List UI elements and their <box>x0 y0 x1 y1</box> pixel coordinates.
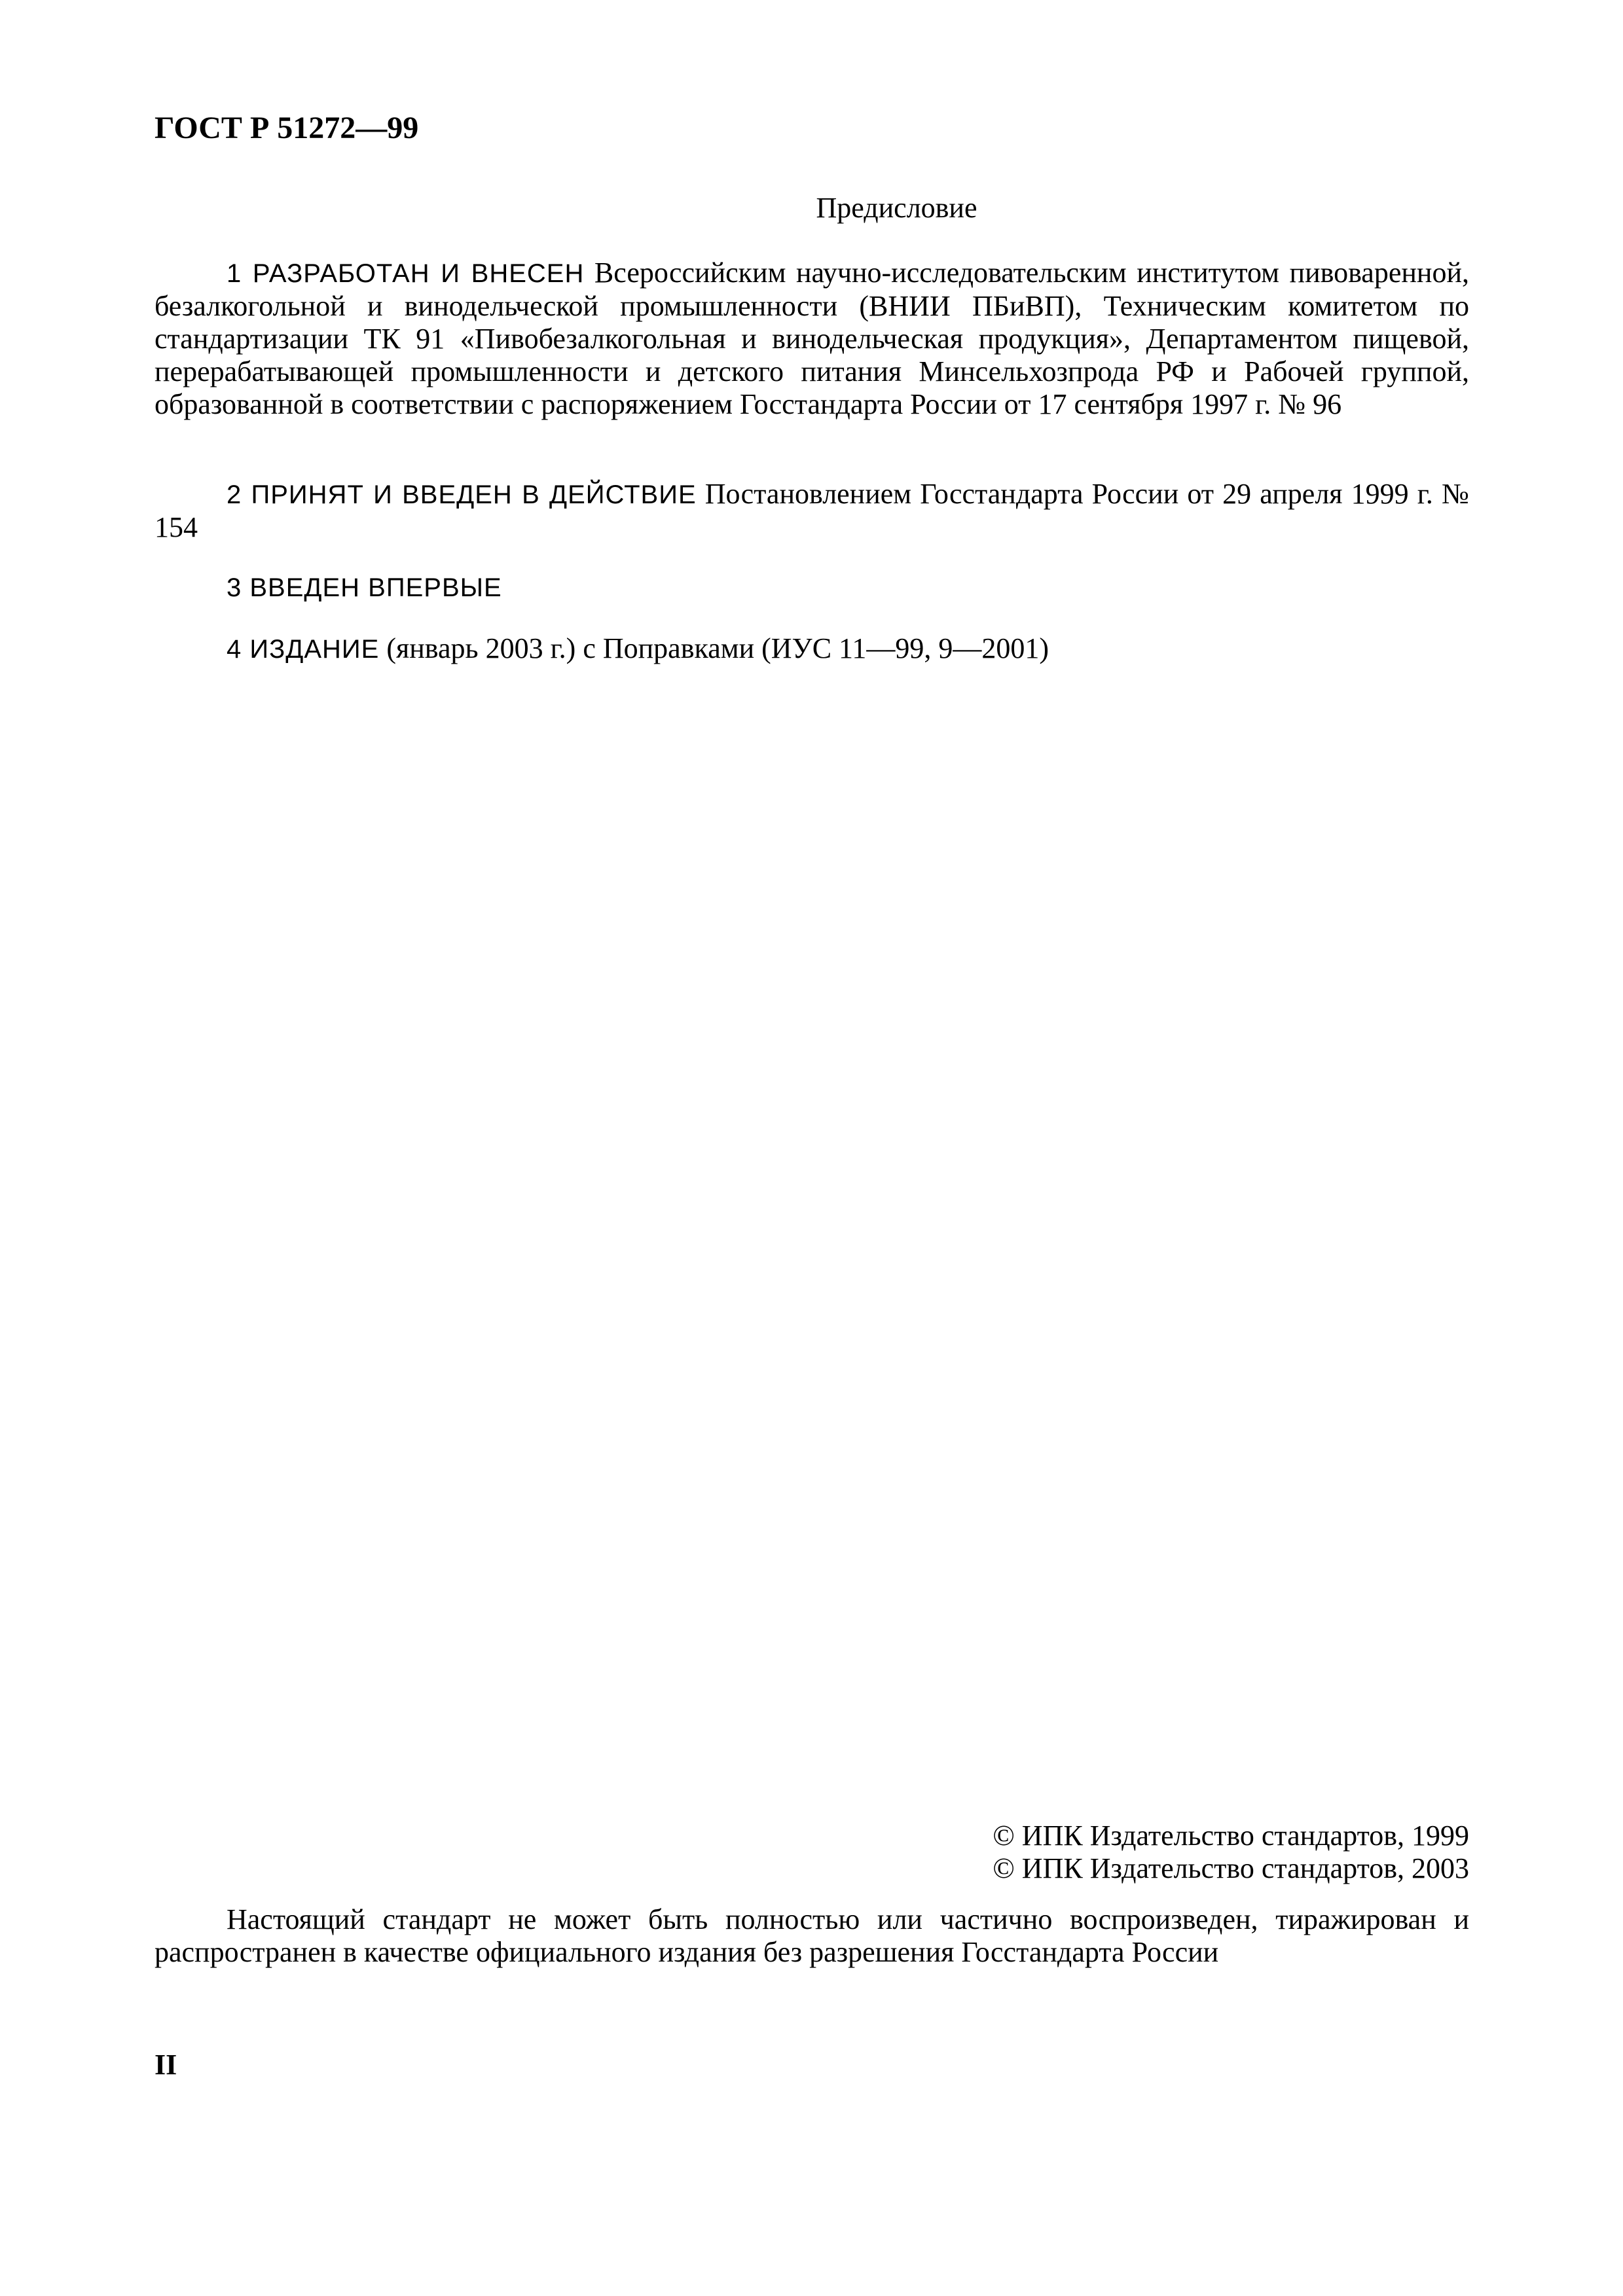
reproduction-notice <box>155 1903 1469 1969</box>
item-3-lead: 3 ВВЕДЕН ВПЕРВЫЕ <box>227 573 502 602</box>
page-number: II <box>155 2049 177 2081</box>
item-1-text: Всероссийским научно-исследовательским институтом пивоваренной, безалкогольной и винодельческой промышленности (ВНИИ ПБиВП), Техническим комитетом по стандартизации ТК 91 «Пивобезалкогольная и винодельческая продукция», Департаментом пищевой, перерабатывающей промышленности и детского питания Минсельхозпрода РФ и Рабочей группой, образованной в соответствии с распоряжением Госстандарта России от 17 сентября 1997 г. № 96 <box>155 257 1469 420</box>
item-2-text: Постановлением Госстандарта России от 29 апреля 1999 г. № 154 <box>155 478 1469 543</box>
foreword-item-4 <box>155 632 1469 666</box>
item-2-lead: 2 ПРИНЯТ И ВВЕДЕН В ДЕЙСТВИЕ <box>227 480 697 509</box>
item-4-text: (январь 2003 г.) с Поправками (ИУС 11—99, 9—2001) <box>379 632 1049 664</box>
copyright-line-2003: © ИПК Издательство стандартов, 2003 <box>993 1852 1469 1884</box>
item-4-lead: 4 ИЗДАНИЕ <box>227 635 380 664</box>
foreword-item-3 <box>155 571 1469 604</box>
item-1-lead: 1 РАЗРАБОТАН И ВНЕСЕН <box>227 259 585 288</box>
reproduction-notice-text: Настоящий стандарт не может быть полностью или частично воспроизведен, тиражирован и распространен в качестве официального издания без разрешения Госстандарта России <box>155 1903 1469 1968</box>
foreword-item-1 <box>155 257 1469 421</box>
section-title: Предисловие <box>816 192 977 224</box>
copyright-line-1999: © ИПК Издательство стандартов, 1999 <box>993 1820 1469 1852</box>
copyright-block <box>851 1820 1469 1885</box>
standard-code-header: ГОСТ Р 51272—99 <box>155 111 419 145</box>
foreword-item-2 <box>155 478 1469 544</box>
